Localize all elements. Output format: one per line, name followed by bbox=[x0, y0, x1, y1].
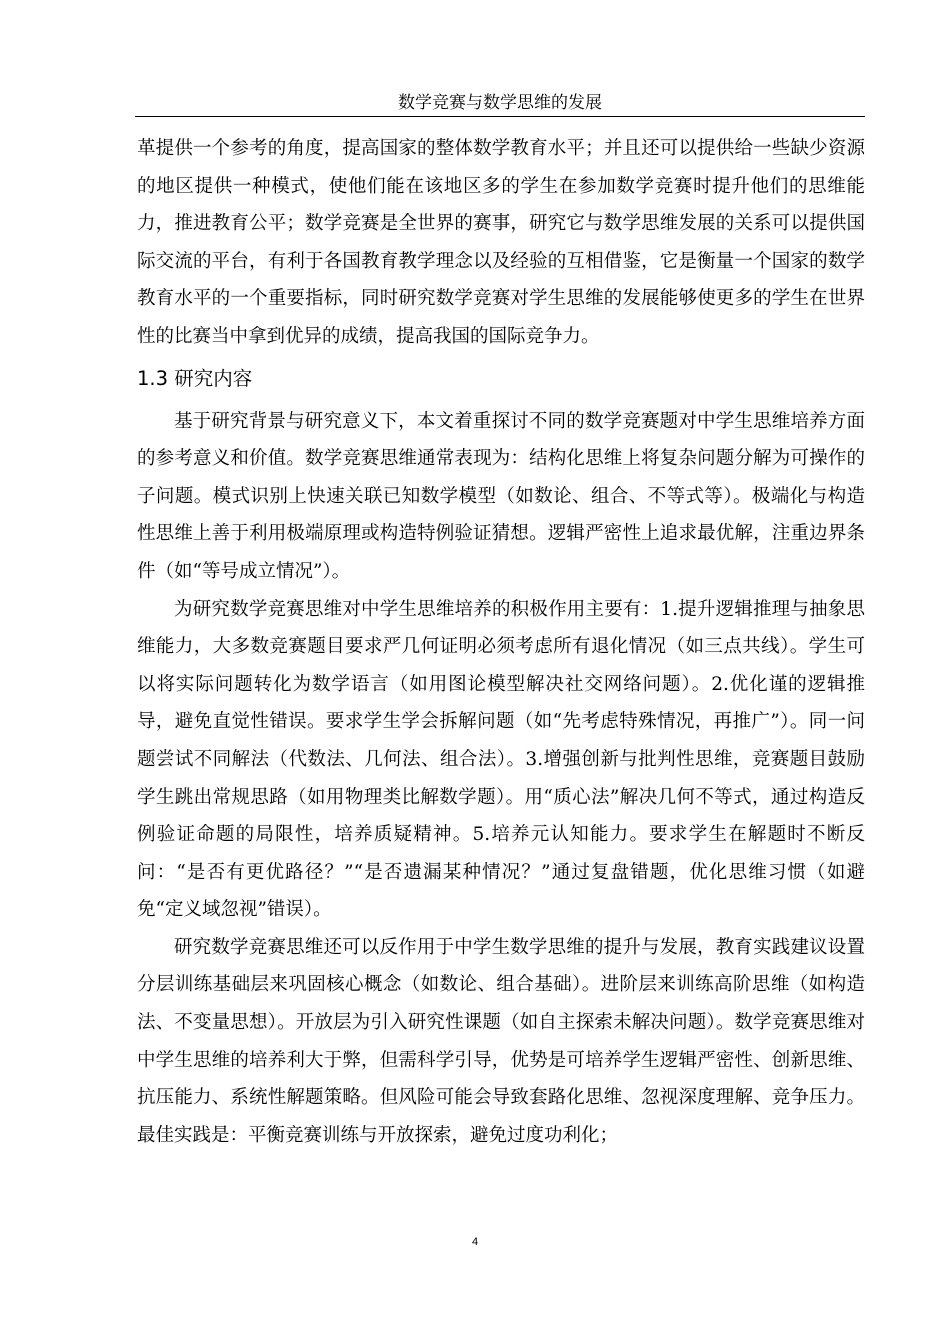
body-paragraph-continued: 革提供一个参考的角度，提高国家的整体数学教育水平；并且还可以提供给一些缺少资源的地区提供一种模式，使他们能在该地区多的学生在参加数学竞赛时提升他们的思维能力，推进教育公平；数学竞赛是全世界的赛事，研究它与数学思维发展的关系可以提供国际交流的平台，有利于各国教育教学理念以及经验的互相借鉴，它是衡量一个国家的数学教育水平的一个重要指标，同时研究数学竞赛对学生思维的发展能够使更多的学生在世界性的比赛当中拿到优异的成绩，提高我国的国际竞争力。 bbox=[137, 138, 865, 347]
running-header: 数学竞赛与数学思维的发展 bbox=[398, 93, 602, 113]
page-content bbox=[137, 130, 865, 1154]
header-rule bbox=[135, 116, 865, 117]
page-number: 4 bbox=[471, 1236, 479, 1248]
body-paragraph: 为研究数学竞赛思维对中学生思维培养的积极作用主要有：1.提升逻辑推理与抽象思维能力，大多数竞赛题目要求严几何证明必须考虑所有退化情况（如三点共线）。学生可以将实际问题转化为数学语言（如用图论模型解决社交网络问题）。2.优化谨的逻辑推导，避免直觉性错误。要求学生学会拆解问题（如“先考虑特殊情况，再推广”）。同一问题尝试不同解法（代数法、几何法、组合法）。3.增强创新与批判性思维，竞赛题目鼓励学生跳出常规思路（如用物理类比解数学题）。用“质心法”解决几何不等式，通过构造反例验证命题的局限性，培养质疑精神。5.培养元认知能力。要求学生在解题时不断反问：“是否有更优路径？”“是否遗漏某种情况？”通过复盘错题，优化思维习惯（如避免“定义域忽视”错误）。 bbox=[137, 598, 865, 921]
body-paragraph: 基于研究背景与研究意义下，本文着重探讨不同的数学竞赛题对中学生思维培养方面的参考意义和价值。数学竞赛思维通常表现为：结构化思维上将复杂问题分解为可操作的子问题。模式识别上快速关联已知数学模型（如数论、组合、不等式等）。极端化与构造性思维上善于利用极端原理或构造特例验证猜想。逻辑严密性上追求最优解，注重边界条件（如“等号成立情况”）。 bbox=[137, 410, 865, 582]
section-heading: 1.3 研究内容 bbox=[137, 366, 253, 390]
body-paragraph: 研究数学竞赛思维还可以反作用于中学生数学思维的提升与发展，教育实践建议设置分层训练基础层来巩固核心概念（如数论、组合基础）。进阶层来训练高阶思维（如构造法、不变量思想）。开放层为引入研究性课题（如自主探索未解决问题）。数学竞赛思维对中学生思维的培养利大于弊，但需科学引导，优势是可培养学生逻辑严密性、创新思维、抗压能力、系统性解题策略。但风险可能会导致套路化思维、忽视深度理解、竞争压力。最佳实践是：平衡竞赛训练与开放探索，避免过度功利化； bbox=[137, 936, 865, 1146]
